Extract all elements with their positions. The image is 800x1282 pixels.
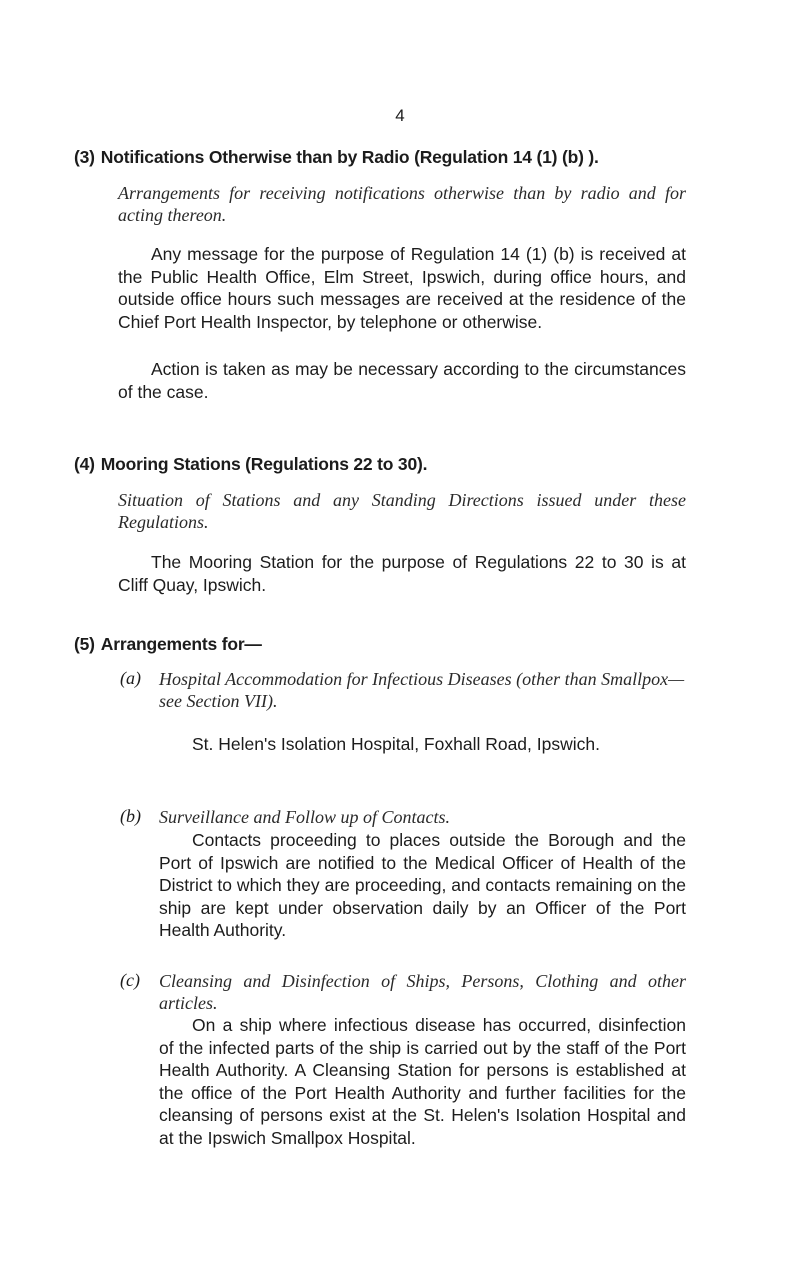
subsection-a-subtitle: Hospital Accommodation for Infectious Diseases (other than Smallpox—see Section VII). [159, 669, 685, 711]
subsection-c-text: On a ship where infectious disease has occurred, disinfection of the infected parts of the ship is carried out by the staff of the Port Health Authority. A Cleansing Station for persons is established at the office of the Port Health Authority and further facilities for the cleansing of persons exist at the St. Helen's Isolation Hospital and at the Ipswich Smallpox Hospital. [159, 1015, 686, 1148]
section-title: Mooring Stations (Regulations 22 to 30). [100, 454, 428, 474]
subsection-a-label: (a) [120, 668, 141, 688]
section-5-heading [74, 634, 262, 655]
section-4-heading [74, 454, 427, 475]
section-number: (3) [74, 147, 95, 167]
section-4-subtitle: Situation of Stations and any Standing Directions issued under these Regulations. [118, 490, 686, 532]
section-3-subtitle: Arrangements for receiving notifications otherwise than by radio and for acting thereon. [118, 183, 686, 225]
section-title: Notifications Otherwise than by Radio (Regulation 14 (1) (b) ). [100, 147, 599, 167]
section-3-paragraph-2: Action is taken as may be necessary according to the circumstances of the case. [118, 359, 686, 402]
section-3-heading [74, 147, 599, 168]
subsection-b-label: (b) [120, 806, 141, 826]
page-number: 4 [395, 106, 405, 125]
subsection-c-subtitle: Cleansing and Disinfection of Ships, Persons, Clothing and other articles. [159, 971, 686, 1013]
subsection-b-text: Contacts proceeding to places outside the Borough and the Port of Ipswich are notified to the Medical Officer of Health of the District to which they are proceeding, and contacts remaining on the ship are kept under observation daily by an Officer of the Port Health Authority. [159, 830, 686, 940]
section-3-paragraph-1: Any message for the purpose of Regulation 14 (1) (b) is received at the Public Health Office, Elm Street, Ipswich, during office hours, and outside office hours such messages are received at the residence of the Chief Port Health Inspector, by telephone or otherwise. [118, 244, 686, 332]
subsection-c-label: (c) [120, 970, 140, 990]
subsection-a-text: St. Helen's Isolation Hospital, Foxhall Road, Ipswich. [192, 734, 600, 754]
section-title: Arrangements for— [100, 634, 262, 654]
section-4-paragraph-1: The Mooring Station for the purpose of Regulations 22 to 30 is at Cliff Quay, Ipswich. [118, 552, 686, 595]
subsection-b-subtitle: Surveillance and Follow up of Contacts. [159, 807, 450, 827]
section-number: (5) [74, 634, 95, 654]
section-number: (4) [74, 454, 95, 474]
